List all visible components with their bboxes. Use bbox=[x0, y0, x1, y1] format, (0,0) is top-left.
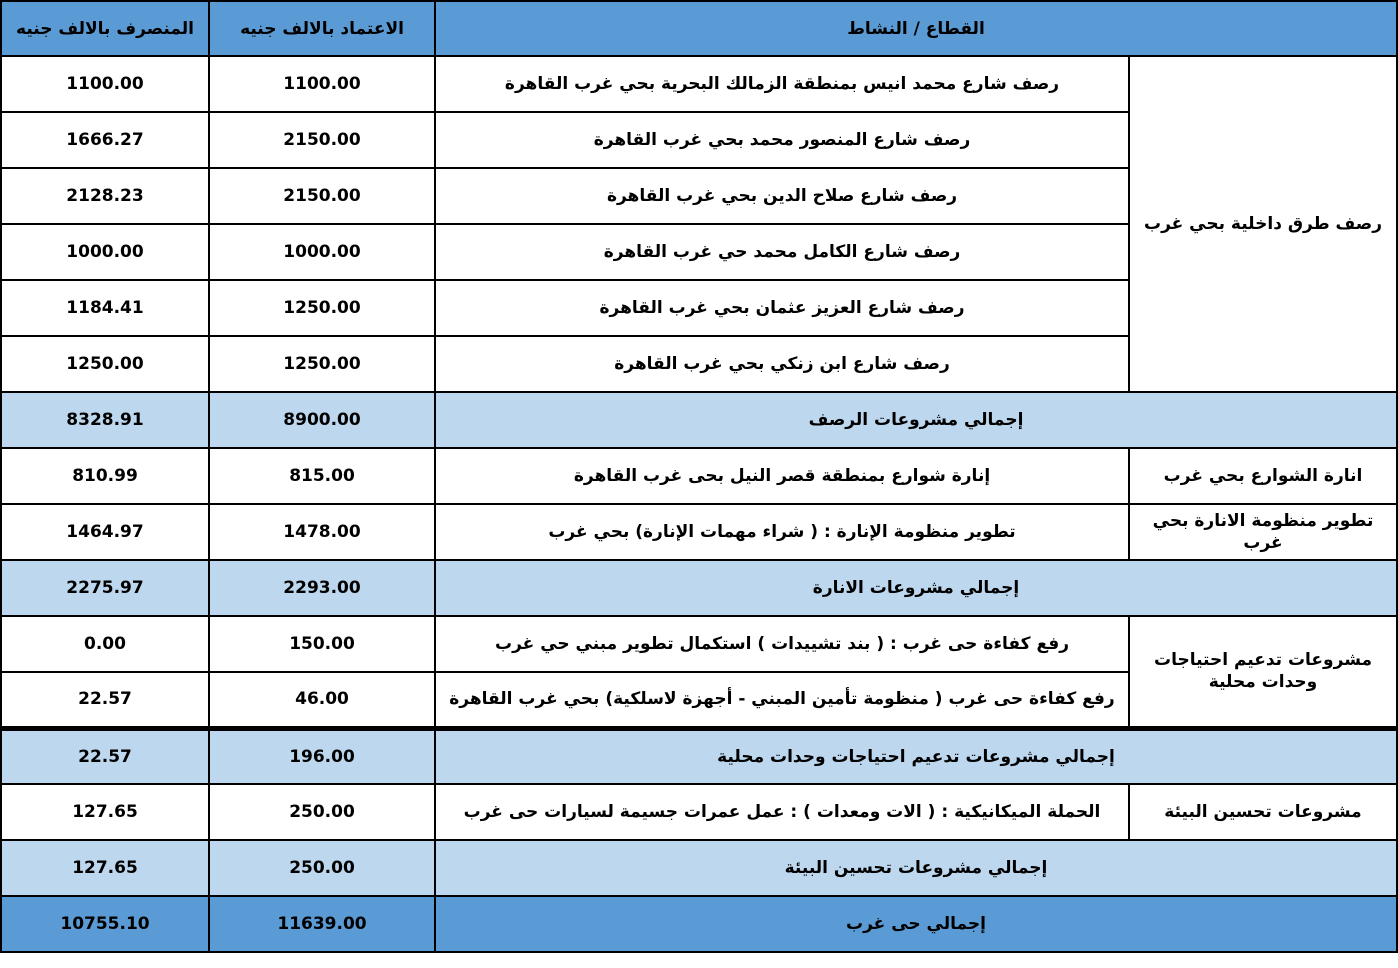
subtotal-label: إجمالي مشروعات تحسين البيئة bbox=[435, 840, 1397, 896]
spent-cell: 2128.23 bbox=[1, 168, 209, 224]
spent-cell: 1184.41 bbox=[1, 280, 209, 336]
allocation-cell: 1250.00 bbox=[209, 336, 435, 392]
spent-cell: 1666.27 bbox=[1, 112, 209, 168]
grand-total-allocation: 11639.00 bbox=[209, 896, 435, 952]
spent-cell: 810.99 bbox=[1, 448, 209, 504]
allocation-cell: 1250.00 bbox=[209, 280, 435, 336]
spent-cell: 1000.00 bbox=[1, 224, 209, 280]
activity-cell: الحملة الميكانيكية : ( الات ومعدات ) : عمل عمرات جسيمة لسيارات حى غرب bbox=[435, 784, 1129, 840]
subtotal-allocation: 2293.00 bbox=[209, 560, 435, 616]
grand-total-spent: 10755.10 bbox=[1, 896, 209, 952]
allocation-cell: 2150.00 bbox=[209, 168, 435, 224]
spent-cell: 1250.00 bbox=[1, 336, 209, 392]
allocation-cell: 1100.00 bbox=[209, 56, 435, 112]
activity-cell: رفع كفاءة حى غرب : ( بند تشييدات ) استكمال تطوير مبني حي غرب bbox=[435, 616, 1129, 672]
subtotal-spent: 8328.91 bbox=[1, 392, 209, 448]
spent-cell: 1464.97 bbox=[1, 504, 209, 560]
sector-cell: تطوير منظومة الانارة بحي غرب bbox=[1129, 504, 1397, 560]
activity-cell: رصف شارع العزيز عثمان بحي غرب القاهرة bbox=[435, 280, 1129, 336]
activity-cell: رصف شارع صلاح الدين بحي غرب القاهرة bbox=[435, 168, 1129, 224]
sector-cell: مشروعات تدعيم احتياجات وحدات محلية bbox=[1129, 616, 1397, 728]
table-row bbox=[1, 784, 1397, 840]
header-allocation: الاعتماد بالالف جنيه bbox=[209, 1, 435, 56]
activity-cell: رصف شارع ابن زنكي بحي غرب القاهرة bbox=[435, 336, 1129, 392]
sector-cell: انارة الشوارع بحي غرب bbox=[1129, 448, 1397, 504]
activity-cell: رصف شارع محمد انيس بمنطقة الزمالك البحرية بحي غرب القاهرة bbox=[435, 56, 1129, 112]
activity-cell: إنارة شوارع بمنطقة قصر النيل بحى غرب القاهرة bbox=[435, 448, 1129, 504]
grand-total-label: إجمالي حى غرب bbox=[435, 896, 1397, 952]
subtotal-allocation: 250.00 bbox=[209, 840, 435, 896]
header-spent: المنصرف بالالف جنيه bbox=[1, 1, 209, 56]
allocation-cell: 46.00 bbox=[209, 672, 435, 728]
spent-cell: 22.57 bbox=[1, 672, 209, 728]
spent-cell: 0.00 bbox=[1, 616, 209, 672]
sector-cell: مشروعات تحسين البيئة bbox=[1129, 784, 1397, 840]
subtotal-spent: 2275.97 bbox=[1, 560, 209, 616]
subtotal-allocation: 8900.00 bbox=[209, 392, 435, 448]
header-sector-activity: القطاع / النشاط bbox=[435, 1, 1397, 56]
subtotal-row bbox=[1, 728, 1397, 784]
activity-cell: رصف شارع المنصور محمد بحي غرب القاهرة bbox=[435, 112, 1129, 168]
activity-cell: تطوير منظومة الإنارة : ( شراء مهمات الإنارة) بحي غرب bbox=[435, 504, 1129, 560]
allocation-cell: 1478.00 bbox=[209, 504, 435, 560]
table-row bbox=[1, 616, 1397, 672]
table-row bbox=[1, 56, 1397, 112]
subtotal-label: إجمالي مشروعات الرصف bbox=[435, 392, 1397, 448]
allocation-cell: 1000.00 bbox=[209, 224, 435, 280]
activity-cell: رصف شارع الكامل محمد حي غرب القاهرة bbox=[435, 224, 1129, 280]
grand-total-row bbox=[1, 896, 1397, 952]
subtotal-row bbox=[1, 560, 1397, 616]
table-row bbox=[1, 504, 1397, 560]
table-header-row bbox=[1, 1, 1397, 56]
subtotal-label: إجمالي مشروعات تدعيم احتياجات وحدات محلية bbox=[435, 728, 1397, 784]
subtotal-spent: 22.57 bbox=[1, 728, 209, 784]
spent-cell: 127.65 bbox=[1, 784, 209, 840]
subtotal-label: إجمالي مشروعات الانارة bbox=[435, 560, 1397, 616]
spent-cell: 1100.00 bbox=[1, 56, 209, 112]
subtotal-spent: 127.65 bbox=[1, 840, 209, 896]
sector-cell: رصف طرق داخلية بحي غرب bbox=[1129, 56, 1397, 392]
subtotal-row bbox=[1, 840, 1397, 896]
table-row bbox=[1, 448, 1397, 504]
allocation-cell: 150.00 bbox=[209, 616, 435, 672]
activity-cell: رفع كفاءة حى غرب ( منظومة تأمين المبني - أجهزة لاسلكية) بحي غرب القاهرة bbox=[435, 672, 1129, 728]
allocation-cell: 250.00 bbox=[209, 784, 435, 840]
subtotal-row bbox=[1, 392, 1397, 448]
allocation-cell: 2150.00 bbox=[209, 112, 435, 168]
allocation-cell: 815.00 bbox=[209, 448, 435, 504]
subtotal-allocation: 196.00 bbox=[209, 728, 435, 784]
